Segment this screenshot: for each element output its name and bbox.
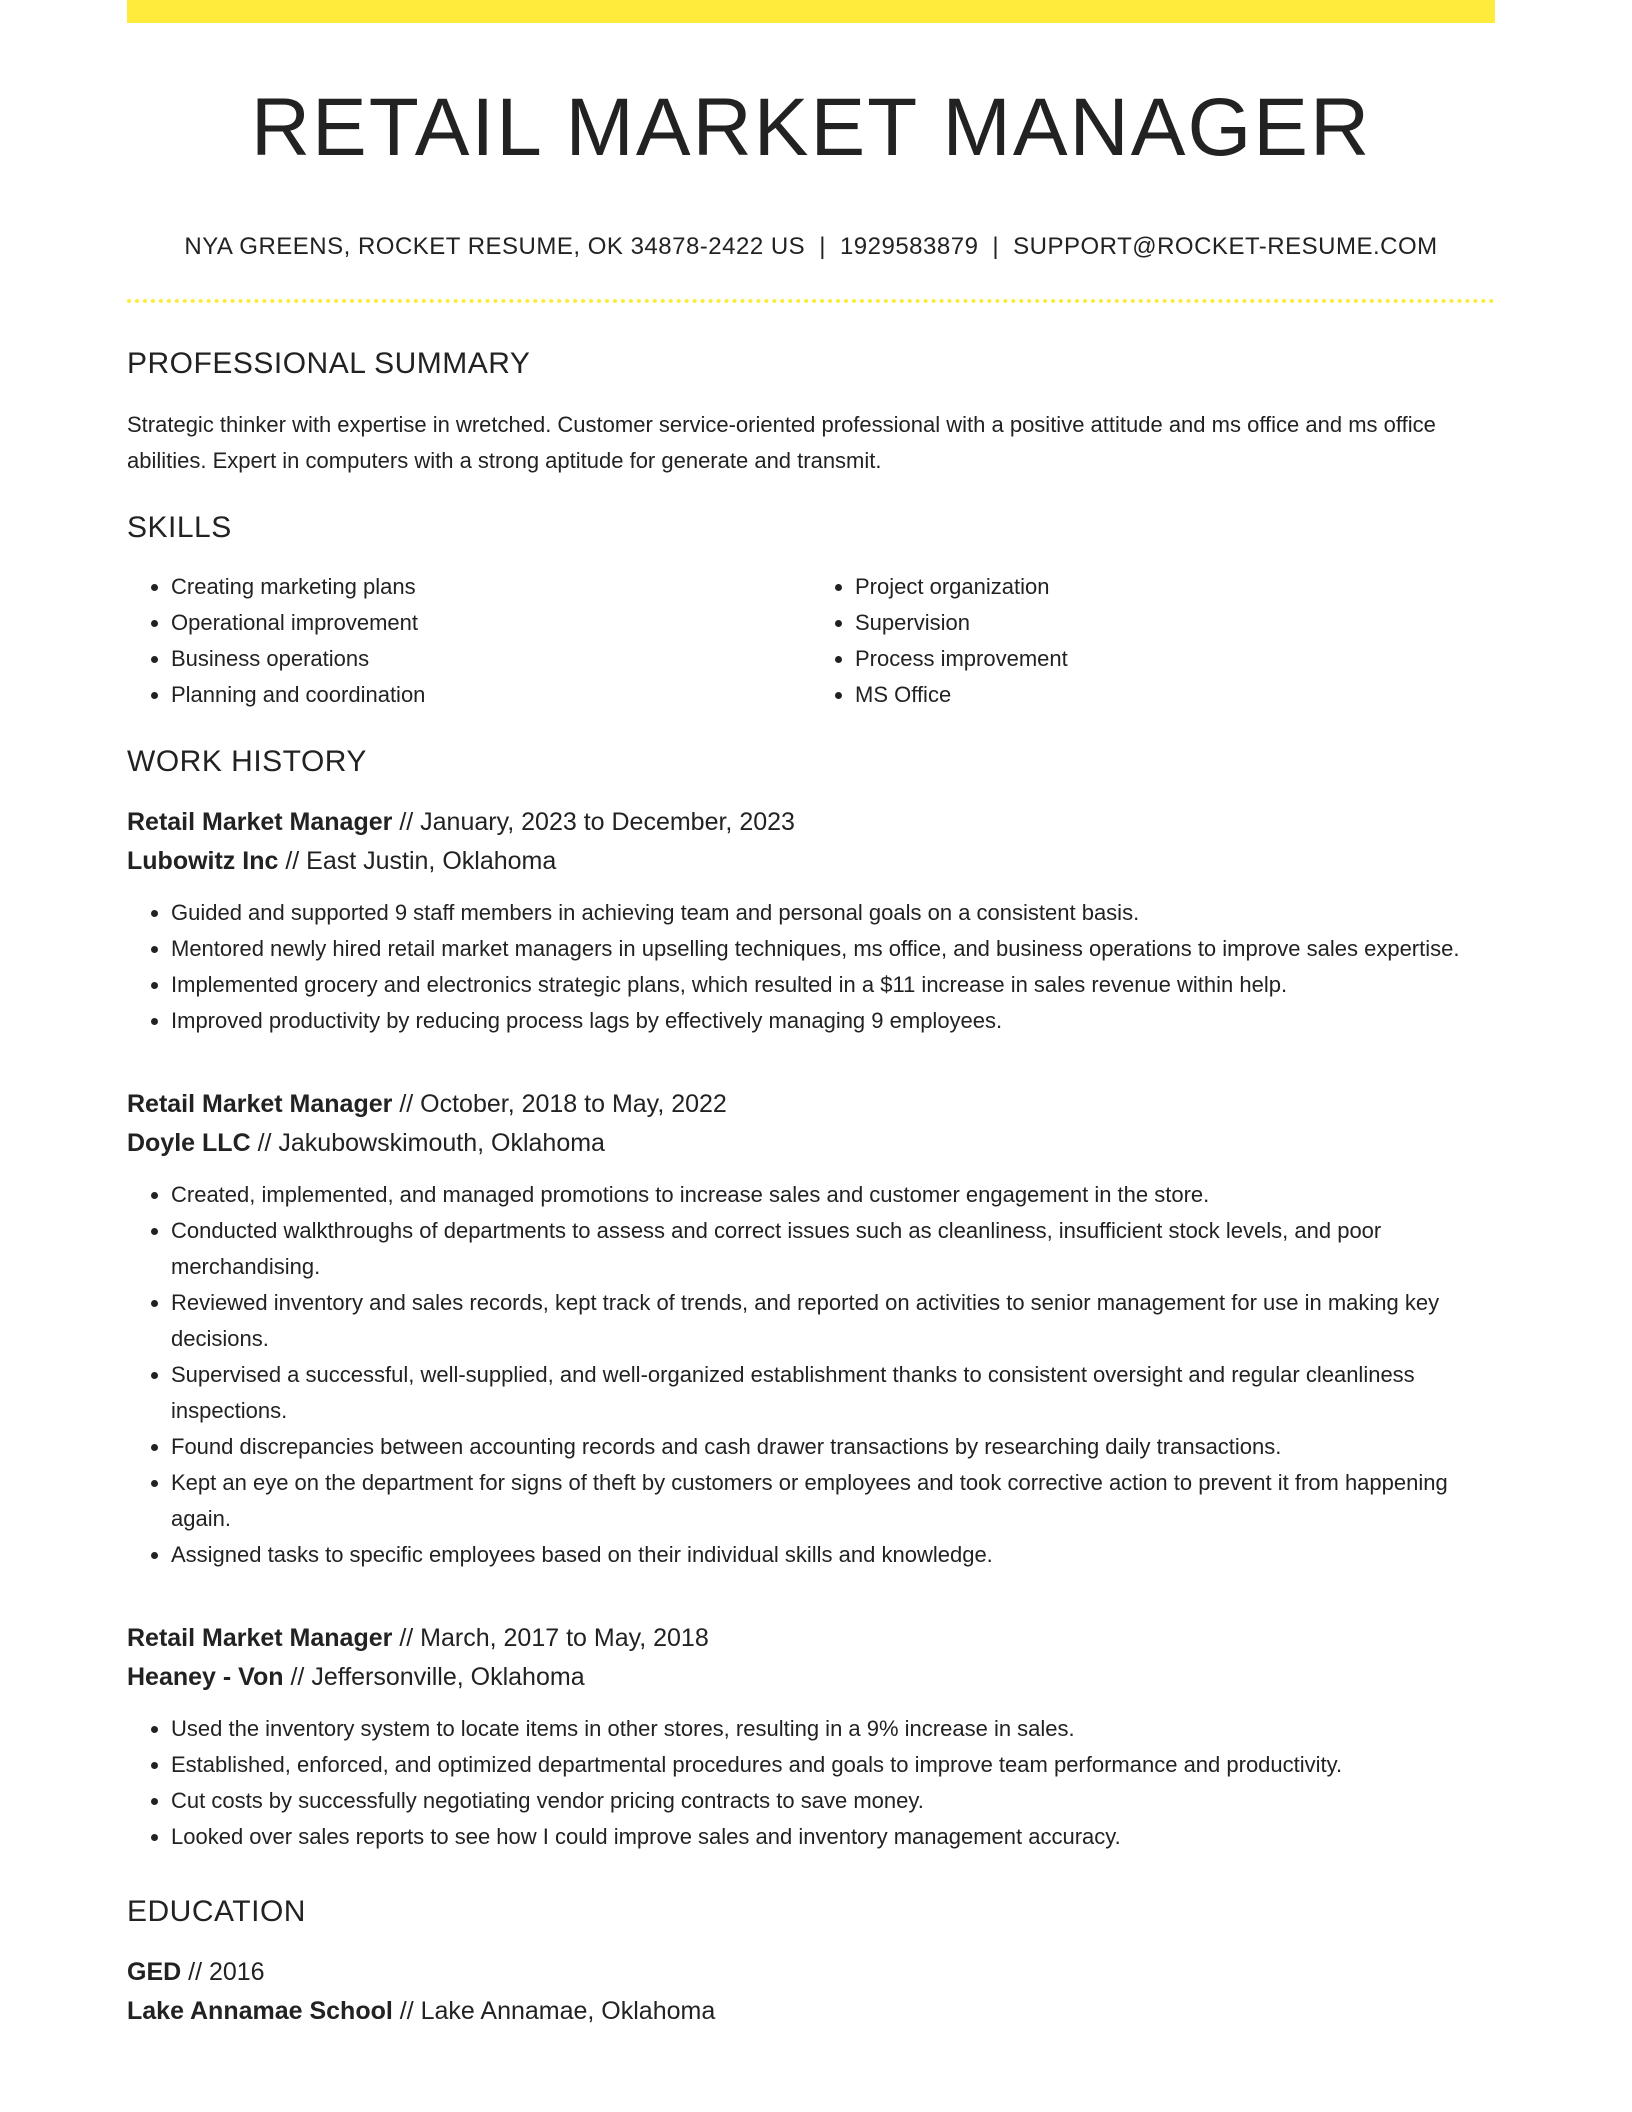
skill-item: • Supervision [855, 605, 1495, 641]
job-company-line [127, 1124, 1495, 1163]
job-bullet: • Kept an eye on the department for signs of theft by customers or employees and took corrective action to prevent it from happening again. [171, 1465, 1495, 1537]
job-location: // Jeffersonville, Oklahoma [283, 1663, 585, 1692]
dotted-divider [127, 299, 1495, 303]
job-location: // East Justin, Oklahoma [278, 847, 557, 876]
job-bullet: • Found discrepancies between accounting records and cash drawer transactions by researching daily transactions. [171, 1429, 1495, 1465]
contact-line [127, 233, 1495, 261]
job-bullet: • Created, implemented, and managed promotions to increase sales and customer engagement in the store. [171, 1177, 1495, 1213]
job-company: Lubowitz Inc [127, 847, 279, 876]
skill-item: • Business operations [171, 641, 811, 677]
skills-heading: SKILLS [127, 511, 232, 545]
job-bullet: • Conducted walkthroughs of departments to assess and correct issues such as cleanliness, insufficient stock levels, and poor merchandising. [171, 1213, 1495, 1285]
job-bullet: • Cut costs by successfully negotiating vendor pricing contracts to save money. [171, 1783, 1495, 1819]
accent-bar [127, 0, 1495, 23]
job-location: // Jakubowskimouth, Oklahoma [250, 1129, 605, 1158]
job-bullet: • Supervised a successful, well-supplied, and well-organized establishment thanks to consistent oversight and regular cleanliness inspections. [171, 1357, 1495, 1429]
job-bullets [127, 1711, 1495, 1855]
job-bullet: • Established, enforced, and optimized departmental procedures and goals to improve team performance and productivity. [171, 1747, 1495, 1783]
summary-text: Strategic thinker with expertise in wretched. Customer service-oriented professional with a positive attitude and ms office and ms office abilities. Expert in computers with a strong aptitude for generate and transmit. [127, 412, 1436, 474]
skill-item: • Project organization [855, 569, 1495, 605]
job-company: Doyle LLC [127, 1129, 251, 1158]
education-school-line [127, 1992, 1495, 2031]
contact-separator: | [819, 233, 826, 261]
skills-list [127, 569, 1495, 713]
job-bullets [127, 895, 1495, 1039]
contact-separator: | [992, 233, 1000, 261]
job-role: Retail Market Manager [127, 1090, 393, 1119]
job-company-line [127, 1658, 1495, 1697]
job-dates: // March, 2017 to May, 2018 [392, 1624, 709, 1653]
skill-item: • Planning and coordination [171, 677, 811, 713]
job-dates: // October, 2018 to May, 2022 [392, 1090, 727, 1119]
job-bullets [127, 1177, 1495, 1573]
resume-title: RETAIL MARKET MANAGER [250, 82, 1372, 173]
resume-page [127, 0, 1495, 2031]
job-bullet: • Used the inventory system to locate items in other stores, resulting in a 9% increase in sales. [171, 1711, 1495, 1747]
skill-item: • MS Office [855, 677, 1495, 713]
job-company-line [127, 842, 1495, 881]
job-title-line [127, 803, 1495, 842]
work-history-heading: WORK HISTORY [127, 745, 367, 779]
job-dates: // January, 2023 to December, 2023 [392, 808, 795, 837]
skill-item: • Operational improvement [171, 605, 811, 641]
job-bullet: • Assigned tasks to specific employees based on their individual skills and knowledge. [171, 1537, 1495, 1573]
education-heading: EDUCATION [127, 1895, 306, 1929]
education-location: // Lake Annamae, Oklahoma [392, 1997, 716, 2026]
skills-column-left [127, 569, 811, 713]
education-degree-line [127, 1953, 1495, 1992]
contact-address: NYA GREENS, ROCKET RESUME, OK 34878-2422 US [184, 233, 806, 261]
job-role: Retail Market Manager [127, 808, 393, 837]
job-bullet: • Guided and supported 9 staff members in achieving team and personal goals on a consistent basis. [171, 895, 1495, 931]
education-year: // 2016 [181, 1958, 265, 1987]
contact-phone: 1929583879 [839, 233, 979, 261]
job-role: Retail Market Manager [127, 1624, 393, 1653]
job-bullet: • Improved productivity by reducing process lags by effectively managing 9 employees. [171, 1003, 1495, 1039]
job-bullet: • Mentored newly hired retail market managers in upselling techniques, ms office, and business operations to improve sales expertise. [171, 931, 1495, 967]
job-bullet: • Implemented grocery and electronics strategic plans, which resulted in a $11 increase in sales revenue within help. [171, 967, 1495, 1003]
job-title-line [127, 1085, 1495, 1124]
skill-item: • Process improvement [855, 641, 1495, 677]
contact-email: SUPPORT@ROCKET-RESUME.COM [1013, 233, 1438, 261]
summary-heading: PROFESSIONAL SUMMARY [127, 347, 531, 381]
job-bullet: • Reviewed inventory and sales records, kept track of trends, and reported on activities to senior management for use in making key decisions. [171, 1285, 1495, 1357]
job-entry [127, 1619, 1495, 1855]
education-degree: GED [127, 1958, 182, 1987]
job-title-line [127, 1619, 1495, 1658]
education-school: Lake Annamae School [127, 1997, 393, 2026]
job-company: Heaney - Von [127, 1663, 284, 1692]
skill-item: • Creating marketing plans [171, 569, 811, 605]
job-entry [127, 1085, 1495, 1573]
skills-column-right [811, 569, 1495, 713]
education-entry [127, 1953, 1495, 2031]
job-entry [127, 803, 1495, 1039]
job-bullet: • Looked over sales reports to see how I could improve sales and inventory management accuracy. [171, 1819, 1495, 1855]
